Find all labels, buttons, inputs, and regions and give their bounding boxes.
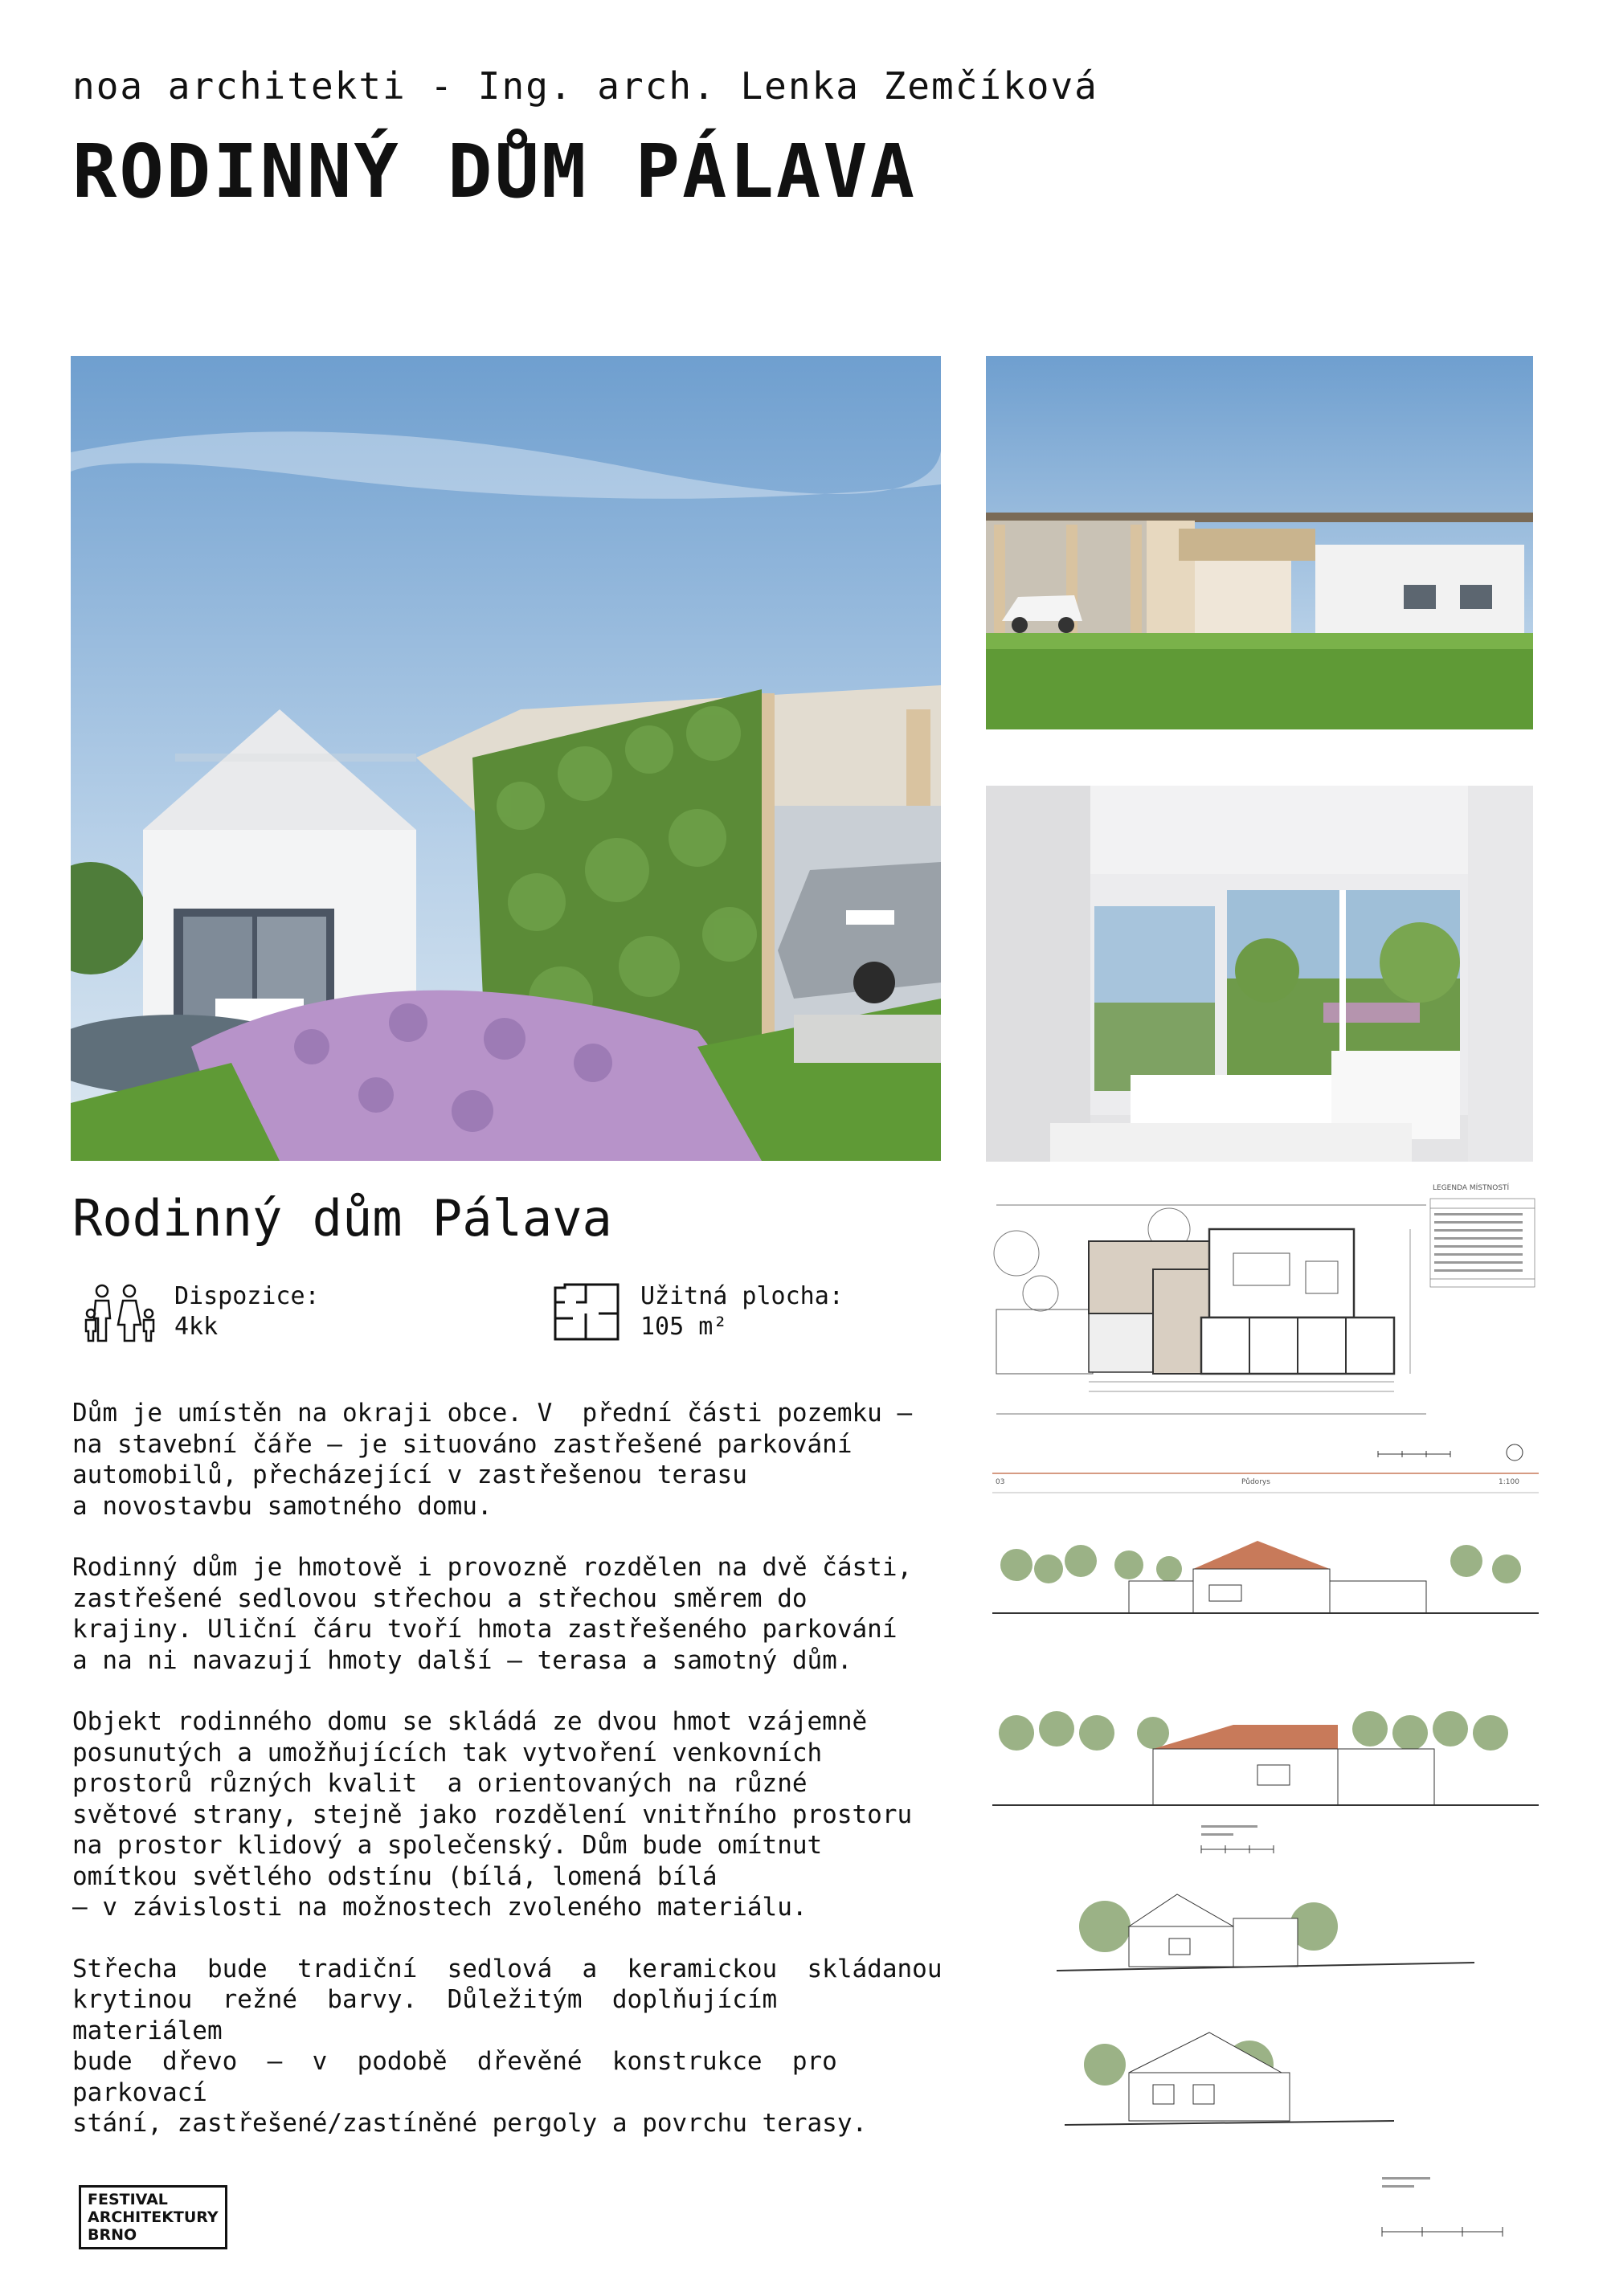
garden-elevation-drawing <box>992 1685 1539 1861</box>
hero-exterior-render <box>71 356 941 1161</box>
logo-line: FESTIVAL <box>88 2191 168 2208</box>
rear-elevation-drawing <box>992 1984 1539 2201</box>
legend-title: LEGENDA MÍSTNOSTÍ <box>1433 1184 1510 1192</box>
floor-plan-drawing <box>992 1181 1539 1478</box>
floor-plan-icon <box>550 1281 623 1342</box>
plan-sheet-title: Půdorys <box>1241 1478 1270 1486</box>
description-paragraph: Objekt rodinného domu se skládá ze dvou hmot vzájemně posunutých a umožňujících tak vytvoření venkovních prostorů různých kvalit a orientovaných na různé světové strany, stejně jako rozdělení vnitřního prostoru na prostor klidový a společenský. Dům bude omítnut omítkou světlého odstínu (bílá, lomená bílá – v závislosti na možnostech zvoleného materiálu. <box>72 1707 913 1922</box>
author-line: noa architekti - Ing. arch. Lenka Zemčíková <box>72 64 1098 108</box>
description-paragraph: Rodinný dům je hmotově i provozně rozdělen na dvě části, zastřešené sedlovou střechou a střechou směrem do krajiny. Uliční čáru tvoří hmota zastřešeného parkování a na ni navazují hmoty další – terasa a samotný dům. <box>72 1553 913 1675</box>
description-paragraph: Dům je umístěn na okraji obce. V přední části pozemku – na stavební čáře – je situováno zastřešené parkování automobilů, přecházející v zastřešenou terasu a novostavbu samotného domu. <box>72 1399 913 1521</box>
plan-sheet-number: 03 <box>996 1478 1005 1486</box>
scale-bar <box>1374 2200 1511 2264</box>
interior-render <box>986 786 1533 1162</box>
page-title: RODINNÝ DŮM PÁLAVA <box>72 129 917 214</box>
section-title: Rodinný dům Pálava <box>72 1189 612 1248</box>
plan-sheet-scale: 1:100 <box>1499 1478 1519 1486</box>
side-elevation-drawing <box>992 1862 1539 1984</box>
logo-line: ARCHITEKTURY <box>88 2208 219 2226</box>
description-text <box>72 1398 948 2170</box>
disposition-label: Dispozice: <box>174 1282 320 1310</box>
disposition-fact <box>84 1281 320 1342</box>
usable-area-label: Užitná plocha: <box>640 1282 844 1310</box>
disposition-value: 4kk <box>174 1313 219 1341</box>
description-paragraph: Střecha bude tradiční sedlová a keramickou skládanou krytinou režné barvy. Důležitým doplňujícím materiálem bude dřevo – v podobě dřevěné konstrukce pro parkovací stání, zastřešené/zastíněné pergoly a povrchu terasy. <box>72 1954 943 2138</box>
street-view-render <box>986 356 1533 729</box>
family-icon <box>84 1281 157 1342</box>
street-elevation-drawing <box>992 1525 1539 1629</box>
logo-line: BRNO <box>88 2226 137 2244</box>
usable-area-fact <box>550 1281 844 1342</box>
festival-logo <box>79 2185 239 2249</box>
plan-title-bar <box>992 1470 1539 1496</box>
usable-area-value: 105 m² <box>640 1313 728 1341</box>
